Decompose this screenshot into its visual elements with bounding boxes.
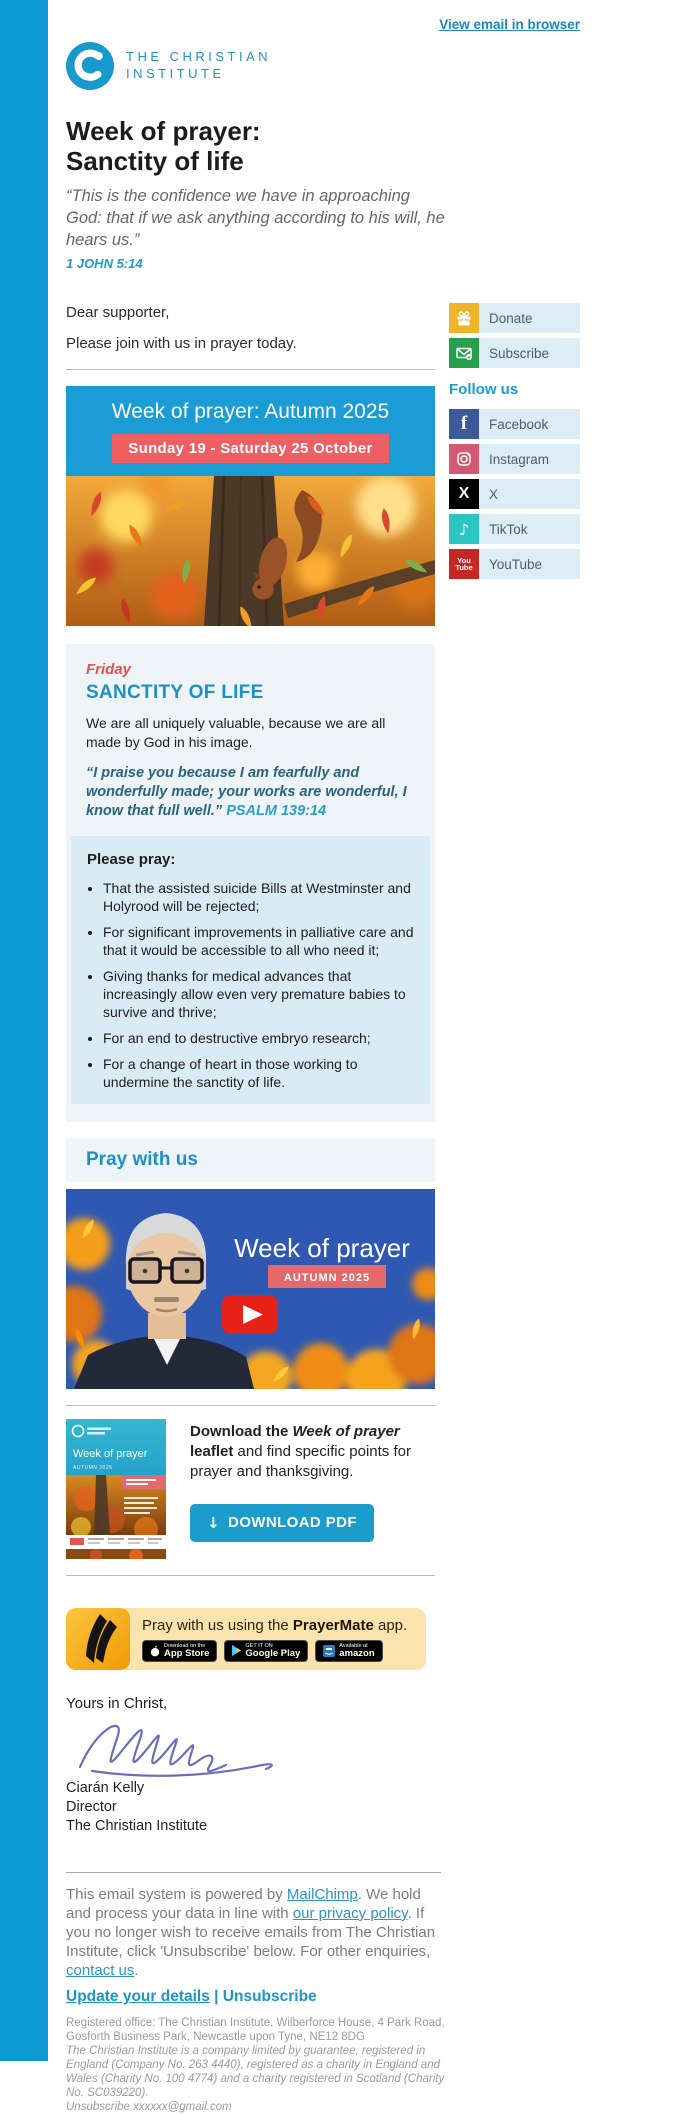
app-store-badge[interactable]: Download on the App Store xyxy=(142,1640,217,1662)
sidebar xyxy=(449,303,580,2114)
video-thumbnail[interactable] xyxy=(66,1189,435,1389)
youtube-button[interactable]: You Tube YouTube xyxy=(449,549,580,579)
left-accent-bar xyxy=(0,0,48,2061)
apple-icon xyxy=(150,1645,160,1657)
download-section xyxy=(66,1419,435,1559)
divider xyxy=(66,1575,435,1576)
scripture-reference: 1 JOHN 5:14 xyxy=(66,256,143,271)
x-button[interactable]: X X xyxy=(449,479,580,509)
greeting: Dear supporter, xyxy=(66,304,170,321)
google-play-icon xyxy=(232,1645,241,1656)
x-icon: X xyxy=(449,479,479,509)
prayer-point: • For significant improvements in palliative care and that it would be accessible to all who need it; xyxy=(103,923,414,959)
instagram-icon xyxy=(449,444,479,474)
prayer-point: • That the assisted suicide Bills at Westminster and Holyrood will be rejected; xyxy=(103,879,414,915)
contact-us-link[interactable]: contact us xyxy=(66,1962,135,1979)
christian-institute-logo-icon xyxy=(66,42,114,90)
divider xyxy=(66,369,435,370)
day-heading: SANCTITY OF LIFE xyxy=(86,682,264,703)
prayer-point: • For a change of heart in those working to undermine the sanctity of life. xyxy=(103,1055,414,1091)
leaflet-thumbnail[interactable] xyxy=(66,1419,166,1559)
follow-us-heading: Follow us xyxy=(449,381,519,398)
facebook-icon: f xyxy=(449,409,479,439)
sender-role: Director xyxy=(66,1799,117,1815)
day-verse: “I praise you because I am fearfully and wonderfully made; your works are wonderful, I know that full well.” PSALM 139:14 xyxy=(86,765,407,819)
amazon-badge[interactable]: Available at amazon xyxy=(315,1640,382,1662)
divider xyxy=(66,1405,435,1406)
week-of-prayer-banner[interactable] xyxy=(66,386,435,626)
footer-paragraph: This email system is powered by MailChimp. We hold and process your data in line with our privacy policy. If you no longer wish to receive emails from The Christian Institute, click 'Unsubscribe' below. For other enquiries, contact us. xyxy=(66,1886,436,1979)
download-arrow-icon: ↓ xyxy=(207,1514,220,1532)
prayer-points-box xyxy=(71,836,430,1104)
signature xyxy=(66,1715,316,1777)
subscribe-button[interactable]: Subscribe xyxy=(449,338,580,368)
unsubscribe-email: Unsubscribe xxxxxx@gmail.com xyxy=(66,2101,232,2113)
day-label: Friday xyxy=(86,661,132,678)
prayermate-text: Pray with us using the PrayerMate app. xyxy=(142,1616,408,1634)
unsubscribe-link[interactable]: Unsubscribe xyxy=(222,1988,317,2005)
legal-small-print xyxy=(66,2016,446,2114)
instagram-button[interactable]: Instagram xyxy=(449,444,580,474)
download-pdf-button[interactable]: ↓ DOWNLOAD PDF xyxy=(190,1504,374,1542)
tiktok-button[interactable]: ♪ TikTok xyxy=(449,514,580,544)
mailchimp-link[interactable]: MailChimp xyxy=(286,1886,358,1903)
autumn-squirrel-photo xyxy=(66,476,435,626)
banner-title: Week of prayer: Autumn 2025 xyxy=(111,400,390,423)
envelope-icon xyxy=(449,338,479,368)
privacy-policy-link[interactable]: our privacy policy xyxy=(292,1905,408,1922)
scripture-quote: “This is the confidence we have in approaching God: that if we ask anything according to his will, he hears us.” 1 JOHN 5:14 xyxy=(66,185,448,275)
svg-text:Week of prayer: Week of prayer xyxy=(73,1448,148,1460)
closing-line: Yours in Christ, xyxy=(66,1695,168,1712)
pray-with-us-heading: Pray with us xyxy=(86,1149,198,1170)
brand-logo xyxy=(66,42,586,90)
svg-text:Week of prayer: Week of prayer xyxy=(234,1233,410,1263)
friday-section xyxy=(66,644,435,1122)
sender-name: Ciarán Kelly xyxy=(66,1780,145,1796)
svg-text:AUTUMN 2025: AUTUMN 2025 xyxy=(73,1465,113,1471)
youtube-icon: You Tube xyxy=(449,549,479,579)
update-details-link[interactable]: Update your details xyxy=(66,1988,210,2005)
donate-button[interactable]: Donate xyxy=(449,303,580,333)
prayermate-promo xyxy=(66,1608,426,1670)
sender-org: The Christian Institute xyxy=(66,1818,208,1834)
intro-line: Please join with us in prayer today. xyxy=(66,335,297,352)
svg-text:AUTUMN 2025: AUTUMN 2025 xyxy=(283,1272,371,1284)
prayer-point: • Giving thanks for medical advances that increasingly allow even very premature babies to survive and thrive; xyxy=(103,967,414,1021)
day-intro: We are all uniquely valuable, because we are all made by God in his image. xyxy=(86,715,386,750)
praying-hands-icon xyxy=(66,1608,130,1670)
signature-block xyxy=(66,1779,435,1836)
amazon-appstore-icon xyxy=(323,1645,335,1657)
prayer-points-list xyxy=(87,879,414,1091)
banner-dates-badge: Sunday 19 - Saturday 25 October xyxy=(112,434,388,463)
divider xyxy=(66,1872,441,1873)
play-button[interactable] xyxy=(222,1295,278,1334)
facebook-button[interactable]: f Facebook xyxy=(449,409,580,439)
prayer-point: • For an end to destructive embryo research; xyxy=(103,1029,414,1047)
download-text: Download the Week of prayer leaflet and find specific points for prayer and thanksgiving. ↓ DOWNLOAD PDF xyxy=(190,1419,435,1559)
page-title: Week of prayer: Sanctity of life xyxy=(66,116,261,176)
email-body xyxy=(66,0,586,2114)
prayer-points-heading: Please pray: xyxy=(87,851,176,868)
verse-reference: PSALM 139:14 xyxy=(226,803,327,819)
tiktok-icon: ♪ xyxy=(449,514,479,544)
pray-with-us-header xyxy=(66,1138,435,1182)
gift-icon xyxy=(449,303,479,333)
google-play-badge[interactable]: GET IT ON Google Play xyxy=(224,1640,308,1662)
company-registration: The Christian Institute is a company limited by guarantee, registered in England (Company No. 263 4440), registered as a charity in England and Wales (Charity No. 100 4774) and a charity registered in Scotland (Charity No. SC039220). xyxy=(66,2045,445,2099)
registered-office: Registered office: The Christian Institute, Wilberforce House, 4 Park Road, Gosforth Business Park, Newcastle upon Tyne, NE12 8DG xyxy=(66,2017,445,2043)
brand-wordmark: THE CHRISTIAN INSTITUTE xyxy=(126,49,272,81)
subscription-links: Update your details | Unsubscribe xyxy=(66,1988,317,2005)
view-in-browser-link[interactable]: View email in browser xyxy=(439,17,580,32)
